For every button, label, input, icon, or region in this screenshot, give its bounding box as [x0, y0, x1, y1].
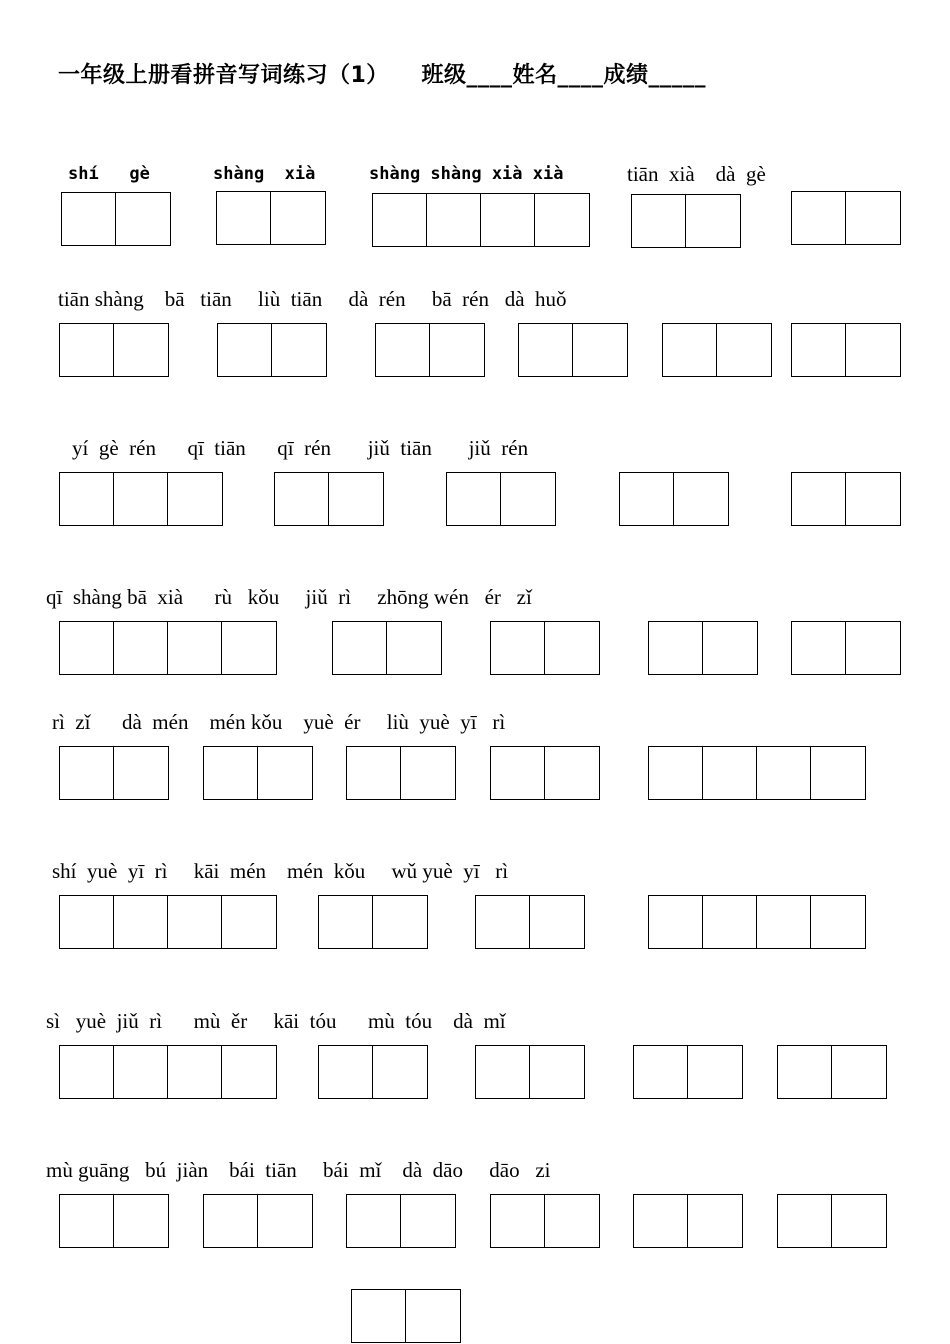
- writing-box-group[interactable]: [633, 1194, 743, 1248]
- writing-box-group[interactable]: [777, 1045, 887, 1099]
- writing-box[interactable]: [757, 896, 811, 948]
- writing-box[interactable]: [258, 747, 312, 799]
- score-blank[interactable]: _____: [648, 63, 706, 88]
- writing-box[interactable]: [846, 324, 900, 376]
- writing-box[interactable]: [427, 194, 481, 246]
- writing-box-group[interactable]: [372, 193, 590, 247]
- writing-box[interactable]: [476, 896, 530, 948]
- pinyin-prompt: mù guāng bú jiàn bái tiān bái mǐ dà dāo dāo zi: [46, 1158, 551, 1182]
- writing-box[interactable]: [329, 473, 383, 525]
- writing-box[interactable]: [792, 192, 846, 244]
- writing-box[interactable]: [114, 473, 168, 525]
- writing-box[interactable]: [275, 473, 329, 525]
- writing-box-group[interactable]: [318, 1045, 428, 1099]
- writing-box-group[interactable]: [216, 191, 326, 245]
- writing-box[interactable]: [204, 747, 258, 799]
- writing-box-group[interactable]: [633, 1045, 743, 1099]
- writing-box-group[interactable]: [631, 194, 741, 248]
- writing-box-group[interactable]: [648, 621, 758, 675]
- writing-box[interactable]: [846, 192, 900, 244]
- writing-box[interactable]: [352, 1290, 406, 1342]
- writing-box[interactable]: [491, 747, 545, 799]
- writing-box[interactable]: [114, 747, 168, 799]
- writing-box[interactable]: [222, 896, 276, 948]
- writing-box[interactable]: [545, 747, 599, 799]
- writing-box[interactable]: [447, 473, 501, 525]
- writing-box-group[interactable]: [61, 192, 171, 246]
- writing-box-group[interactable]: [475, 895, 585, 949]
- writing-box-group[interactable]: [59, 621, 277, 675]
- writing-box[interactable]: [62, 193, 116, 245]
- name-blank[interactable]: ____: [557, 63, 604, 88]
- writing-box[interactable]: [272, 324, 326, 376]
- writing-box[interactable]: [545, 1195, 599, 1247]
- writing-box[interactable]: [649, 747, 703, 799]
- writing-box[interactable]: [114, 896, 168, 948]
- writing-box-group[interactable]: [490, 621, 600, 675]
- writing-box-group[interactable]: [332, 621, 442, 675]
- writing-box[interactable]: [258, 1195, 312, 1247]
- writing-box-group[interactable]: [351, 1289, 461, 1343]
- writing-box-group[interactable]: [59, 472, 223, 526]
- pinyin-prompt: sì yuè jiǔ rì mù ěr kāi tóu mù tóu dà mǐ: [46, 1009, 506, 1033]
- writing-box[interactable]: [204, 1195, 258, 1247]
- writing-box[interactable]: [114, 1046, 168, 1098]
- writing-box[interactable]: [430, 324, 484, 376]
- writing-box-group[interactable]: [791, 191, 901, 245]
- writing-box[interactable]: [674, 473, 728, 525]
- writing-box-group[interactable]: [59, 746, 169, 800]
- score-label: 成绩: [603, 63, 649, 88]
- writing-box[interactable]: [573, 324, 627, 376]
- writing-box[interactable]: [319, 1046, 373, 1098]
- writing-box[interactable]: [846, 622, 900, 674]
- writing-box[interactable]: [632, 195, 686, 247]
- writing-box[interactable]: [535, 194, 589, 246]
- writing-box-group[interactable]: [346, 746, 456, 800]
- writing-box[interactable]: [347, 1195, 401, 1247]
- writing-box[interactable]: [792, 622, 846, 674]
- writing-box-group[interactable]: [662, 323, 772, 377]
- writing-box[interactable]: [387, 622, 441, 674]
- worksheet-title: 一年级上册看拼音写词练习（1）: [58, 63, 389, 88]
- writing-box[interactable]: [222, 1046, 276, 1098]
- writing-box[interactable]: [217, 192, 271, 244]
- pinyin-prompt: shàng xià: [213, 164, 316, 184]
- pinyin-prompt: tiān shàng bā tiān liù tiān dà rén bā rén dà huǒ: [58, 287, 567, 311]
- writing-box-group[interactable]: [203, 746, 313, 800]
- writing-box-group[interactable]: [791, 472, 901, 526]
- worksheet-header: [58, 58, 706, 89]
- writing-box[interactable]: [168, 896, 222, 948]
- pinyin-prompt: shí yuè yī rì kāi mén mén kǒu wǔ yuè yī rì: [52, 859, 509, 883]
- writing-box[interactable]: [114, 622, 168, 674]
- pinyin-prompt: qī shàng bā xià rù kǒu jiǔ rì zhōng wén ér zǐ: [46, 585, 532, 609]
- writing-box[interactable]: [757, 747, 811, 799]
- class-label: 班级: [421, 63, 467, 88]
- writing-box[interactable]: [703, 747, 757, 799]
- writing-box[interactable]: [688, 1195, 742, 1247]
- writing-box[interactable]: [222, 622, 276, 674]
- writing-box-group[interactable]: [648, 895, 866, 949]
- writing-box[interactable]: [634, 1046, 688, 1098]
- writing-box-group[interactable]: [59, 323, 169, 377]
- writing-box-group[interactable]: [318, 895, 428, 949]
- writing-box[interactable]: [778, 1046, 832, 1098]
- pinyin-prompt: shí gè: [68, 164, 150, 184]
- writing-box[interactable]: [634, 1195, 688, 1247]
- writing-box[interactable]: [530, 1046, 584, 1098]
- writing-box[interactable]: [491, 1195, 545, 1247]
- writing-box[interactable]: [114, 1195, 168, 1247]
- writing-box[interactable]: [620, 473, 674, 525]
- writing-box[interactable]: [373, 1046, 427, 1098]
- writing-box[interactable]: [319, 896, 373, 948]
- writing-box[interactable]: [168, 622, 222, 674]
- writing-box[interactable]: [717, 324, 771, 376]
- writing-box[interactable]: [406, 1290, 460, 1342]
- writing-box[interactable]: [792, 324, 846, 376]
- writing-box[interactable]: [703, 896, 757, 948]
- writing-box[interactable]: [501, 473, 555, 525]
- writing-box[interactable]: [60, 896, 114, 948]
- writing-box-group[interactable]: [203, 1194, 313, 1248]
- name-label: 姓名: [512, 63, 558, 88]
- writing-box[interactable]: [60, 1046, 114, 1098]
- writing-box-group[interactable]: [475, 1045, 585, 1099]
- writing-box[interactable]: [686, 195, 740, 247]
- writing-box[interactable]: [60, 324, 114, 376]
- writing-box-group[interactable]: [446, 472, 556, 526]
- writing-box[interactable]: [168, 473, 222, 525]
- writing-box[interactable]: [832, 1046, 886, 1098]
- writing-box-group[interactable]: [59, 895, 277, 949]
- writing-box[interactable]: [832, 1195, 886, 1247]
- writing-box[interactable]: [792, 473, 846, 525]
- writing-box[interactable]: [373, 896, 427, 948]
- writing-box[interactable]: [778, 1195, 832, 1247]
- writing-box-group[interactable]: [648, 746, 866, 800]
- writing-box[interactable]: [116, 193, 170, 245]
- writing-box-group[interactable]: [274, 472, 384, 526]
- pinyin-prompt: rì zǐ dà mén mén kǒu yuè ér liù yuè yī rì: [52, 710, 506, 734]
- writing-box-group[interactable]: [619, 472, 729, 526]
- writing-box-group[interactable]: [59, 1045, 277, 1099]
- writing-box[interactable]: [811, 896, 865, 948]
- writing-box[interactable]: [663, 324, 717, 376]
- writing-box[interactable]: [218, 324, 272, 376]
- writing-box[interactable]: [60, 473, 114, 525]
- writing-box[interactable]: [530, 896, 584, 948]
- pinyin-prompt: shàng shàng xià xià: [369, 164, 564, 184]
- writing-box[interactable]: [545, 622, 599, 674]
- writing-box-group[interactable]: [791, 621, 901, 675]
- writing-box-group[interactable]: [791, 323, 901, 377]
- writing-box[interactable]: [114, 324, 168, 376]
- writing-box-group[interactable]: [490, 746, 600, 800]
- writing-box-group[interactable]: [59, 1194, 169, 1248]
- writing-box[interactable]: [60, 622, 114, 674]
- writing-box[interactable]: [60, 1195, 114, 1247]
- writing-box[interactable]: [271, 192, 325, 244]
- pinyin-prompt: yí gè rén qī tiān qī rén jiǔ tiān jiǔ rén: [72, 436, 529, 460]
- writing-box[interactable]: [688, 1046, 742, 1098]
- writing-box-group[interactable]: [777, 1194, 887, 1248]
- writing-box[interactable]: [401, 1195, 455, 1247]
- writing-box[interactable]: [347, 747, 401, 799]
- writing-box[interactable]: [649, 622, 703, 674]
- writing-box-group[interactable]: [346, 1194, 456, 1248]
- writing-box[interactable]: [60, 747, 114, 799]
- writing-box-group[interactable]: [217, 323, 327, 377]
- writing-box[interactable]: [703, 622, 757, 674]
- writing-box[interactable]: [649, 896, 703, 948]
- writing-box[interactable]: [376, 324, 430, 376]
- writing-box[interactable]: [333, 622, 387, 674]
- writing-box-group[interactable]: [518, 323, 628, 377]
- writing-box[interactable]: [846, 473, 900, 525]
- writing-box-group[interactable]: [375, 323, 485, 377]
- class-blank[interactable]: ____: [466, 63, 513, 88]
- writing-box[interactable]: [811, 747, 865, 799]
- writing-box[interactable]: [401, 747, 455, 799]
- pinyin-prompt: tiān xià dà gè: [627, 162, 766, 186]
- writing-box[interactable]: [373, 194, 427, 246]
- writing-box[interactable]: [168, 1046, 222, 1098]
- writing-box[interactable]: [476, 1046, 530, 1098]
- writing-box[interactable]: [481, 194, 535, 246]
- writing-box[interactable]: [519, 324, 573, 376]
- writing-box[interactable]: [491, 622, 545, 674]
- writing-box-group[interactable]: [490, 1194, 600, 1248]
